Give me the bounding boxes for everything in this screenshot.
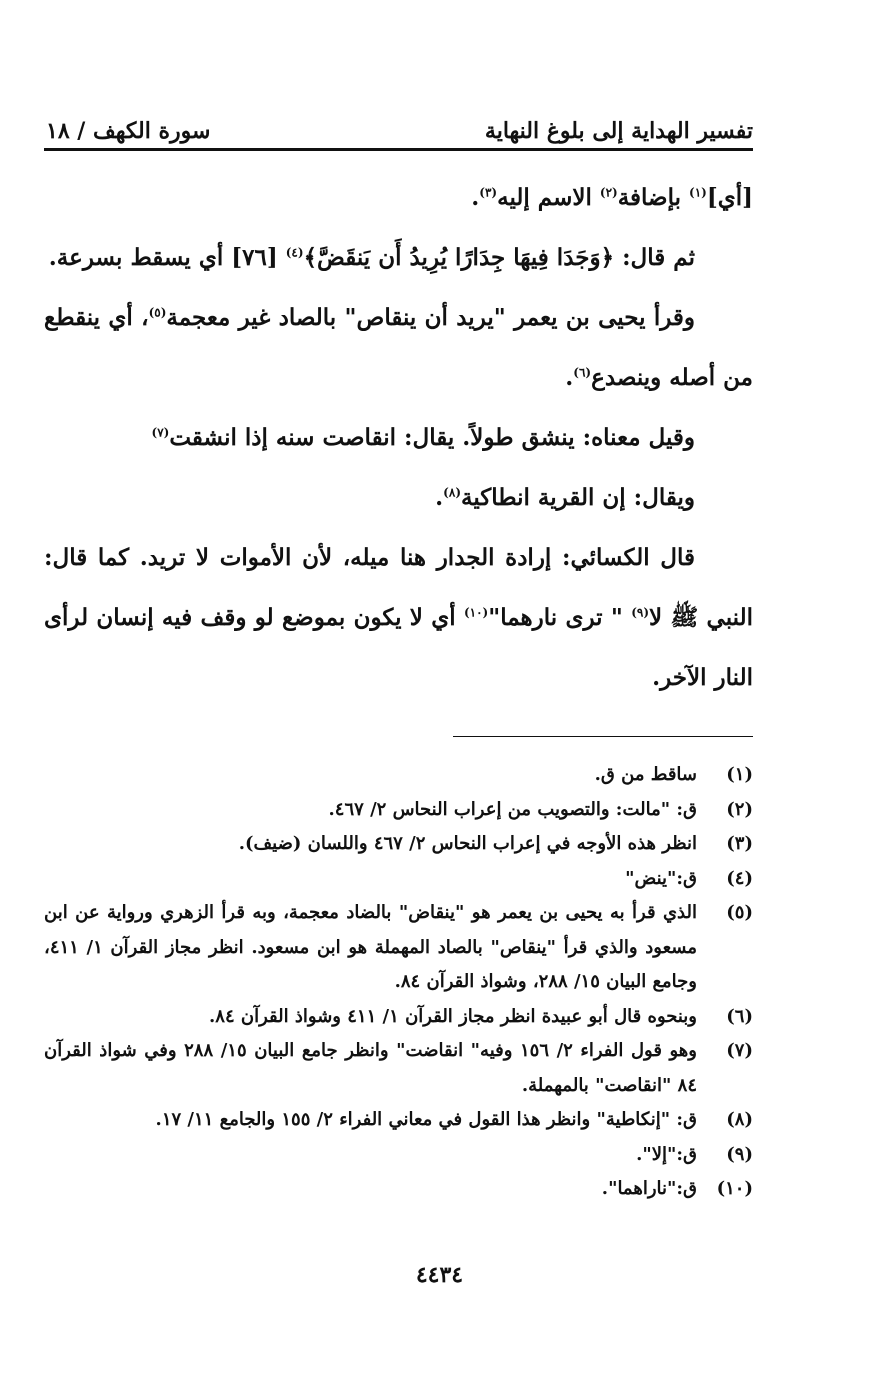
text-run: " ترى نارهما" <box>488 604 632 631</box>
footnote-text: ق: "إنكاطية" وانظر هذا القول في معاني الفراء ٢/ ١٥٥ والجامع ١١/ ١٧. <box>155 1109 697 1130</box>
footnote-number: (٨) <box>726 1109 753 1130</box>
footnote-item <box>44 1034 753 1103</box>
text-run: وقيل معناه: ينشق طولاً. يقال: انقاصت سنه إذا انشقت <box>169 424 695 451</box>
text-run: [أي] <box>706 184 753 211</box>
text-run: قال الكسائي: إرادة الجدار هنا ميله، لأن الأموات لا تريد. كما قال: النبي ﷺ لا <box>44 544 753 631</box>
footnote-text: وبنحوه قال أبو عبيدة انظر مجاز القرآن ١/ ٤١١ وشواذ القرآن ٨٤. <box>209 1005 697 1027</box>
footnote-separator <box>453 736 753 737</box>
page-number: ٤٤٣٤ <box>415 1262 464 1288</box>
footnote-number: (١٠) <box>716 1178 753 1199</box>
text-run: ويقال: إن القرية انطاكية <box>461 484 695 511</box>
footnote-item <box>44 862 753 897</box>
footnote-item <box>44 1103 753 1138</box>
footnote-number: (٧) <box>726 1040 753 1061</box>
text-run: بإضافة <box>617 184 689 211</box>
footnote-ref[interactable]: (٥) <box>148 305 167 320</box>
text-run: . <box>471 184 480 211</box>
footnote-ref[interactable]: (٢) <box>599 185 618 200</box>
book-title: تفسير الهداية إلى بلوغ النهاية <box>484 118 753 144</box>
footnote-text: ساقط من ق. <box>594 764 697 785</box>
text-run: أي لا يكون بموضع لو وقف فيه إنسان لرأى النار الآخر. <box>44 604 753 691</box>
header-rule <box>44 148 753 151</box>
footnote-text: ق: "مالت: والتصويب من إعراب النحاس ٢/ ٤٦٧. <box>328 798 697 820</box>
footnote-text: انظر هذه الأوجه في إعراب النحاس ٢/ ٤٦٧ واللسان (ضيف). <box>238 833 697 854</box>
footnote-number: (٦) <box>726 1005 753 1027</box>
footnote-ref[interactable]: (٨) <box>443 485 461 500</box>
footnote-ref[interactable]: (١٠) <box>463 605 489 620</box>
paragraph-2 <box>44 228 753 288</box>
paragraph-5 <box>44 468 753 528</box>
footnote-item <box>44 1172 753 1207</box>
text-run: ثم قال: <box>614 244 695 271</box>
footnote-number: (٢) <box>726 798 753 820</box>
footnote-number: (١) <box>726 764 753 785</box>
footnote-item <box>44 896 753 1000</box>
footnote-text: ق:"ينض" <box>625 867 697 889</box>
text-run: . <box>565 364 574 391</box>
footnote-ref[interactable]: (٤) <box>285 245 304 260</box>
footnote-item <box>44 758 753 793</box>
main-text <box>44 168 753 708</box>
footnote-ref[interactable]: (٣) <box>479 185 498 200</box>
footnote-item <box>44 1138 753 1173</box>
paragraph-3 <box>44 288 753 408</box>
footnotes-list <box>44 758 753 1207</box>
text-run: الاسم إليه <box>497 184 600 211</box>
paragraph-4 <box>44 408 753 468</box>
footnote-number: (٩) <box>726 1143 753 1165</box>
footnote-item <box>44 827 753 862</box>
footnote-ref[interactable]: (٦) <box>573 365 592 380</box>
footnote-ref[interactable]: (٩) <box>631 605 650 620</box>
footnote-item <box>44 793 753 828</box>
footnote-ref[interactable]: (٧) <box>151 425 170 440</box>
footnote-text: ق:"إلا". <box>636 1143 697 1165</box>
text-run: ، أي ينقطع من أصله وينصدع <box>44 304 753 391</box>
footnote-text: الذي قرأ به يحيى بن يعمر هو "ينقاض" بالضاد معجمة، وبه قرأ الزهري ورواية عن ابن مسعود والذي قرأ "ينقاص" بالصاد المهملة هو ابن مسعود. انظر مجاز القرآن ١/ ٤١١، وجامع البيان ١٥/ ٢٨٨، وشواذ القرآن ٨٤. <box>44 902 697 992</box>
quran-verse: ﴿وَجَدَا فِيهَا جِدَارًا يُرِيدُ أَن يَنقَضَّ﴾ <box>303 244 615 271</box>
text-run: وقرأ يحيى بن يعمر "يريد أن ينقاص" بالصاد غير معجمة <box>166 304 696 331</box>
text-run: . <box>435 484 444 511</box>
footnote-number: (٥) <box>726 902 753 923</box>
footnote-ref[interactable]: (١) <box>689 185 707 200</box>
paragraph-1 <box>44 168 753 228</box>
running-head <box>46 104 753 144</box>
surah-reference: سورة الكهف / ١٨ <box>46 118 211 144</box>
footnote-item <box>44 1000 753 1035</box>
footnote-number: (٣) <box>726 833 753 854</box>
paragraph-6 <box>44 528 753 708</box>
text-run: [٧٦] أي يسقط بسرعة. <box>48 244 286 271</box>
footnote-number: (٤) <box>726 867 753 889</box>
footnote-text: وهو قول الفراء ٢/ ١٥٦ وفيه" انقاضت" وانظر جامع البيان ١٥/ ٢٨٨ وفي شواذ القرآن ٨٤ "انقاصت" بالمهملة. <box>44 1040 697 1096</box>
footnote-text: ق:"ناراهما". <box>601 1178 697 1199</box>
